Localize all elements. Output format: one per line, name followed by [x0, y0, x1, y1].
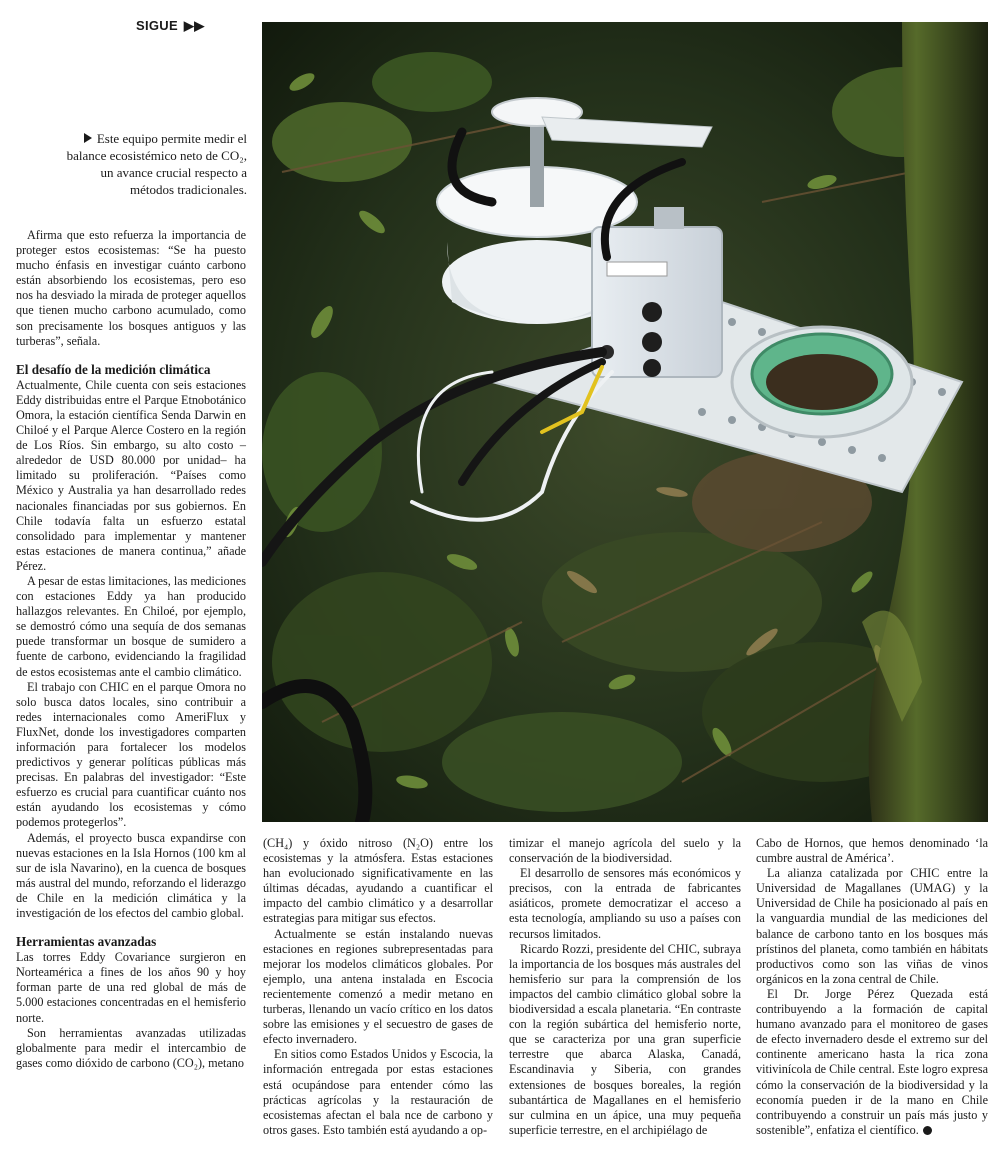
photo-caption [60, 130, 247, 198]
paragraph: El trabajo con CHIC en el parque Omora no solo busca datos locales, sino contribuir a redes internacionales como AmeriFlux y FluxNet, donde los investigadores comparten información para fortalecer los modelos predictivos y generar políticas públicas más precisas. En palabras del investigador: “Este esfuerzo es crucial para cuantificar cuánto nos están ayudando los ecosistemas y cómo podemos protegerlos”. [16, 679, 246, 830]
article-column-2 [263, 836, 493, 1138]
caption-text: Este equipo permite medir el balance ecosistémico neto de CO₂, un avance crucial respecto a métodos tradicionales. [66, 131, 247, 197]
paragraph: El desarrollo de sensores más económicos y precisos, con la entrada de fabricantes asiáticos, promete democratizar el acceso a esta tecnología, ampliando su uso a países con recursos limitados. [509, 866, 741, 941]
paragraph-text: El Dr. Jorge Pérez Quezada está contribuyendo a la formación de capital humano avanzado para el monitoreo de gases de efecto invernadero desde el extremo sur del continente americano hasta la rica zona vitivinícola de Chile central. Este logro expresa cómo la conservación de la biodiversidad y la economía pueden ir de la mano en Chile contribuyendo a construir un país más justo y sostenible”, enfatiza el científico. [756, 986, 988, 1137]
paragraph: Las torres Eddy Covariance surgieron en Norteamérica a fines de los años 90 y hoy forman parte de una red global de más de 5.000 estaciones concentradas en el hemisferio norte. [16, 950, 246, 1025]
sigue-text: SIGUE [136, 18, 178, 33]
article-column-4 [756, 836, 988, 1138]
forest-floor-equipment-illustration [262, 22, 988, 822]
paragraph: Ricardo Rozzi, presidente del CHIC, subraya la importancia de los bosques más australes del hemisferio sur para la comprensión de los impactos del cambio climático global sobre la biodiversidad a escala planetaria. “En contraste con la región subártica del hemisferio norte, que se caracteriza por una gran superficie terrestre que abarca Alaska, Canadá, Escandinavia y Siberia, con grandes extensiones de bosques boreales, la región subantártica de Magallanes en el hemisferio sur culmina en un ápice, una muy pequeña superficie terrestre, en el archipiélago de [509, 941, 741, 1137]
article-column-1 [16, 228, 246, 1071]
article-photo [262, 22, 988, 822]
paragraph: (CH₄) y óxido nitroso (N₂O) entre los ecosistemas y la atmósfera. Estas estaciones han evolucionado significativamente en las últimas décadas, ayudando a cuantificar el impacto del cambio climático y a desarrollar estrategias para mitigar sus efectos. [263, 836, 493, 926]
forward-arrows-icon: ▶▶ [183, 18, 205, 33]
sigue-label [136, 18, 205, 34]
paragraph: La alianza catalizada por CHIC entre la Universidad de Magallanes (UMAG) y la Universidad de Chile ha posicionado al país en la vanguardia mundial de las mediciones del balance de carbono tanto en los bosques más prístinos del planeta, como también en hábitats productivos como son las viñas de vinos orgánicos en la zona central de Chile. [756, 866, 988, 986]
paragraph: En sitios como Estados Unidos y Escocia, la información entregada por estas estaciones está ocupándose para entender cómo las prácticas agrícolas y la restauración de ecosistemas afectan el bala nce de carbono y otros gases. Esto también está ayudando a op- [263, 1047, 493, 1137]
paragraph: A pesar de estas limitaciones, las mediciones con estaciones Eddy ya han producido hallazgos relevantes. En Chiloé, por ejemplo, se demostró cómo una sequía de dos semanas puede transformar un bosque de sumidero a fuente de carbono, evidenciando la fragilidad de estos ecosistemas ante el cambio climático. [16, 573, 246, 679]
paragraph [756, 987, 988, 1138]
section-heading: El desafío de la medición climática [16, 361, 211, 377]
paragraph: Son herramientas avanzadas utilizadas globalmente para medir el intercambio de gases como dióxido de carbono (CO₂), metano [16, 1025, 246, 1070]
section-heading: Herramientas avanzadas [16, 934, 157, 950]
paragraph: Cabo de Hornos, que hemos denominado ‘la cumbre austral de América’. [756, 836, 988, 866]
paragraph: Además, el proyecto busca expandirse con nuevas estaciones en la Isla Hornos (100 km al sur de isla Navarino), en la cuenca de bosques más austral del mundo, reforzando el liderazgo de Chile en la medición climática y la investigación de los efectos del cambio global. [16, 830, 246, 921]
paragraph: timizar el manejo agrícola del suelo y la conservación de la biodiversidad. [509, 836, 741, 866]
end-of-article-dot-icon [923, 1126, 932, 1135]
article-column-3 [509, 836, 741, 1138]
paragraph: Actualmente se están instalando nuevas estaciones en regiones subrepresentadas para mejorar los modelos climáticos globales. Por ejemplo, una antena instalada en Escocia recientemente comenzó a medir metano en turberas, llenando un vacío crítico en los datos sobre las emisiones y el secuestro de gases de efecto invernadero. [263, 926, 493, 1047]
caption-triangle-icon [84, 133, 92, 143]
paragraph: Actualmente, Chile cuenta con seis estaciones Eddy distribuidas entre el Parque Etnobotánico Omora, la estación científica Senda Darwin en Chiloé y el Parque Alerce Costero en la región de Los Ríos. Sin embargo, su alto costo –alrededor de USD 80.000 por unidad– ha limitado su proliferación. “Países como México y Australia ya han desarrollado redes nacionales financiadas por sus gobiernos. En Chile todavía falta un esfuerzo estatal consolidado para implementar y mantener estas estaciones de manera continua,” añade Pérez. [16, 377, 246, 573]
paragraph: Afirma que esto refuerza la importancia de proteger estos ecosistemas: “Se ha puesto mucho énfasis en investigar cuánto carbono están absorbiendo los ecosistemas, pero eso nos ha desviado la mirada de proteger aquellos que tienen mucho carbono acumulado, como son precisamente los bosques antiguos y las turberas”, señala. [16, 228, 246, 348]
